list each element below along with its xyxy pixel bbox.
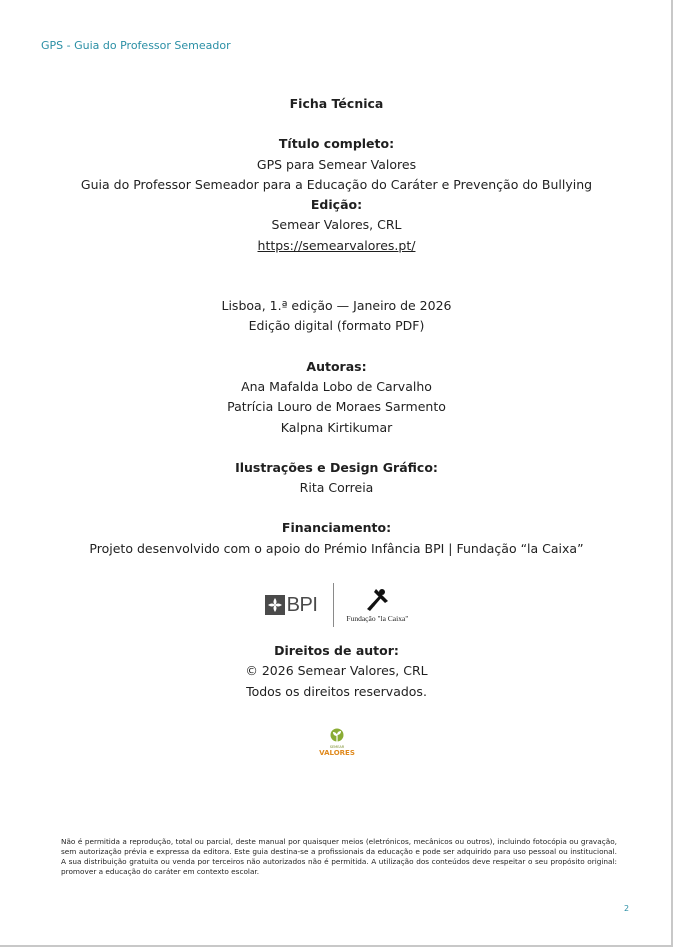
la-caixa-caption: Fundação "la Caixa": [346, 614, 409, 623]
author-name: Ana Mafalda Lobo de Carvalho: [241, 378, 432, 394]
titulo-line: Guia do Professor Semeador para a Educação do Caráter e Prevenção do Bullying: [80, 176, 593, 192]
page-title: Ficha Técnica: [289, 96, 384, 111]
website-link[interactable]: https://semearvalores.pt/: [257, 237, 416, 253]
semear-valores-logo: [320, 728, 354, 764]
author-name: Kalpna Kirtikumar: [280, 419, 393, 435]
titulo-line: GPS para Semear Valores: [256, 156, 417, 172]
edicao-value: Semear Valores, CRL: [271, 217, 402, 233]
la-caixa-star-icon: [362, 587, 392, 613]
copyright-line: © 2026 Semear Valores, CRL: [245, 663, 428, 679]
logo-divider: [333, 583, 334, 627]
titulo-label: Título completo:: [278, 136, 395, 152]
bpi-flower-icon: [265, 595, 285, 615]
page-number: 2: [624, 904, 630, 913]
edicao-label: Edição:: [310, 197, 363, 213]
brand-small-text: SEMEAR: [329, 745, 345, 749]
la-caixa-logo: [346, 587, 408, 623]
autoras-label: Autoras:: [306, 358, 367, 374]
ilustracoes-label: Ilustrações e Design Gráfico:: [235, 459, 438, 475]
partner-logos: [0, 582, 673, 628]
direitos-section: [0, 641, 673, 702]
brand-big-text: VALORES: [319, 749, 355, 757]
sprout-icon: [329, 728, 345, 744]
financiamento-value: Projeto desenvolvido com o apoio do Prémio Infância BPI | Fundação “la Caixa”: [89, 540, 584, 556]
bpi-logo: [265, 594, 318, 617]
bpi-wordmark: BPI: [286, 593, 318, 616]
ilustracoes-value: Rita Correia: [299, 480, 374, 496]
direitos-label: Direitos de autor:: [274, 643, 399, 658]
running-head: GPS - Guia do Professor Semeador: [41, 39, 231, 52]
rights-reserved-line: Todos os direitos reservados.: [246, 683, 427, 699]
financiamento-label: Financiamento:: [281, 520, 392, 536]
author-name: Patrícia Louro de Moraes Sarmento: [227, 399, 446, 415]
legal-disclaimer: Não é permitida a reprodução, total ou parcial, deste manual por quaisquer meios (eletrónicos, mecânicos ou outros), incluindo fotocópia ou gravação, sem autorização prévia e expressa da editora. Este guia destina-se a profissionais da educação e pode ser adquirido para uso pessoal ou institucional. A sua distribuição gratuita ou venda por terceiros não autorizados não é permitida. A utilização dos conteúdos deve respeitar o seu propósito original: promover a educação do caráter em contexto escolar.: [61, 837, 617, 876]
publication-line: Edição digital (formato PDF): [248, 318, 425, 334]
ficha-tecnica: [0, 94, 673, 559]
publication-line: Lisboa, 1.ª edição — Janeiro de 2026: [221, 298, 452, 314]
